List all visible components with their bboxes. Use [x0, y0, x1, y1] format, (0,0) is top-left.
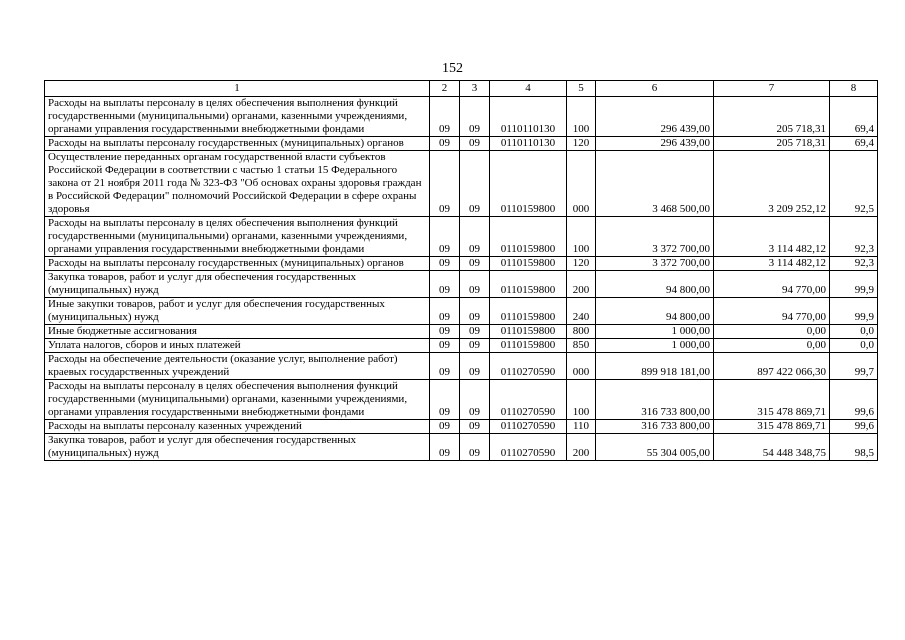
table-row — [45, 339, 878, 353]
planned-amount: 3 468 500,00 — [596, 151, 714, 217]
expense-type-code: 110 — [567, 420, 596, 434]
table-row — [45, 271, 878, 298]
actual-amount: 94 770,00 — [714, 298, 830, 325]
expense-name: Расходы на выплаты персоналу государственных (муниципальных) органов — [45, 137, 430, 151]
execution-percent: 99,9 — [830, 271, 878, 298]
planned-amount: 1 000,00 — [596, 325, 714, 339]
actual-amount: 3 114 482,12 — [714, 217, 830, 257]
table-row — [45, 325, 878, 339]
execution-percent: 99,7 — [830, 353, 878, 380]
table-row — [45, 420, 878, 434]
execution-percent: 99,9 — [830, 298, 878, 325]
section-code: 09 — [430, 257, 460, 271]
table-row — [45, 298, 878, 325]
execution-percent: 0,0 — [830, 325, 878, 339]
expense-type-code: 100 — [567, 217, 596, 257]
subsection-code: 09 — [460, 257, 490, 271]
table-row — [45, 217, 878, 257]
subsection-code: 09 — [460, 325, 490, 339]
expense-name: Уплата налогов, сборов и иных платежей — [45, 339, 430, 353]
execution-percent: 98,5 — [830, 434, 878, 461]
section-code: 09 — [430, 137, 460, 151]
expense-name: Иные закупки товаров, работ и услуг для обеспечения государственных (муниципальных) нужд — [45, 298, 430, 325]
execution-percent: 0,0 — [830, 339, 878, 353]
actual-amount: 315 478 869,71 — [714, 420, 830, 434]
target-article-code: 0110270590 — [490, 434, 567, 461]
planned-amount: 1 000,00 — [596, 339, 714, 353]
planned-amount: 3 372 700,00 — [596, 257, 714, 271]
execution-percent: 69,4 — [830, 97, 878, 137]
actual-amount: 315 478 869,71 — [714, 380, 830, 420]
expense-name: Расходы на выплаты персоналу в целях обеспечения выполнения функций государственными (муниципальными) органами, казенными учреждениями, органами управления государственными внебюджетными фондами — [45, 217, 430, 257]
actual-amount: 205 718,31 — [714, 97, 830, 137]
expense-type-code: 240 — [567, 298, 596, 325]
table-row — [45, 97, 878, 137]
table-row — [45, 257, 878, 271]
actual-amount: 94 770,00 — [714, 271, 830, 298]
table-header-row — [45, 81, 878, 97]
planned-amount: 3 372 700,00 — [596, 217, 714, 257]
target-article-code: 0110110130 — [490, 137, 567, 151]
section-code: 09 — [430, 151, 460, 217]
table-row — [45, 380, 878, 420]
actual-amount: 0,00 — [714, 339, 830, 353]
subsection-code: 09 — [460, 298, 490, 325]
target-article-code: 0110159800 — [490, 298, 567, 325]
section-code: 09 — [430, 434, 460, 461]
planned-amount: 94 800,00 — [596, 298, 714, 325]
section-code: 09 — [430, 339, 460, 353]
actual-amount: 205 718,31 — [714, 137, 830, 151]
target-article-code: 0110270590 — [490, 380, 567, 420]
section-code: 09 — [430, 380, 460, 420]
table-row — [45, 353, 878, 380]
planned-amount: 296 439,00 — [596, 137, 714, 151]
subsection-code: 09 — [460, 271, 490, 298]
expense-name: Расходы на выплаты персоналу в целях обеспечения выполнения функций государственными (муниципальными) органами, казенными учреждениями, органами управления государственными внебюджетными фондами — [45, 97, 430, 137]
planned-amount: 296 439,00 — [596, 97, 714, 137]
actual-amount: 0,00 — [714, 325, 830, 339]
subsection-code: 09 — [460, 434, 490, 461]
subsection-code: 09 — [460, 137, 490, 151]
execution-percent: 99,6 — [830, 420, 878, 434]
column-header: 8 — [830, 81, 878, 97]
expense-name: Расходы на обеспечение деятельности (оказание услуг, выполнение работ) краевых государственных учреждений — [45, 353, 430, 380]
expense-name: Расходы на выплаты персоналу в целях обеспечения выполнения функций государственными (муниципальными) органами, казенными учреждениями, органами управления государственными внебюджетными фондами — [45, 380, 430, 420]
subsection-code: 09 — [460, 420, 490, 434]
table-row — [45, 434, 878, 461]
section-code: 09 — [430, 298, 460, 325]
target-article-code: 0110159800 — [490, 257, 567, 271]
expense-type-code: 200 — [567, 434, 596, 461]
section-code: 09 — [430, 217, 460, 257]
actual-amount: 897 422 066,30 — [714, 353, 830, 380]
table-row — [45, 151, 878, 217]
section-code: 09 — [430, 325, 460, 339]
section-code: 09 — [430, 271, 460, 298]
column-header: 3 — [460, 81, 490, 97]
target-article-code: 0110159800 — [490, 325, 567, 339]
execution-percent: 92,3 — [830, 217, 878, 257]
target-article-code: 0110110130 — [490, 97, 567, 137]
expense-name: Осуществление переданных органам государственной власти субъектов Российской Федерации в соответствии с частью 1 статьи 15 Федерального закона от 21 ноября 2011 года № 323-ФЗ "Об основах охраны здоровья граждан в Российской Федерации" полномочий Российской Федерации в сфере охраны здоровья — [45, 151, 430, 217]
column-header: 7 — [714, 81, 830, 97]
target-article-code: 0110159800 — [490, 151, 567, 217]
execution-percent: 69,4 — [830, 137, 878, 151]
expense-type-code: 200 — [567, 271, 596, 298]
budget-table — [44, 80, 878, 461]
column-header: 5 — [567, 81, 596, 97]
expense-name: Иные бюджетные ассигнования — [45, 325, 430, 339]
target-article-code: 0110270590 — [490, 353, 567, 380]
expense-type-code: 850 — [567, 339, 596, 353]
subsection-code: 09 — [460, 339, 490, 353]
expense-name: Закупка товаров, работ и услуг для обеспечения государственных (муниципальных) нужд — [45, 434, 430, 461]
expense-type-code: 100 — [567, 380, 596, 420]
subsection-code: 09 — [460, 151, 490, 217]
target-article-code: 0110270590 — [490, 420, 567, 434]
expense-type-code: 120 — [567, 137, 596, 151]
target-article-code: 0110159800 — [490, 339, 567, 353]
planned-amount: 316 733 800,00 — [596, 420, 714, 434]
planned-amount: 94 800,00 — [596, 271, 714, 298]
expense-name: Расходы на выплаты персоналу государственных (муниципальных) органов — [45, 257, 430, 271]
execution-percent: 99,6 — [830, 380, 878, 420]
target-article-code: 0110159800 — [490, 271, 567, 298]
target-article-code: 0110159800 — [490, 217, 567, 257]
planned-amount: 316 733 800,00 — [596, 380, 714, 420]
column-header: 6 — [596, 81, 714, 97]
expense-type-code: 120 — [567, 257, 596, 271]
expense-name: Расходы на выплаты персоналу казенных учреждений — [45, 420, 430, 434]
subsection-code: 09 — [460, 380, 490, 420]
section-code: 09 — [430, 353, 460, 380]
actual-amount: 3 114 482,12 — [714, 257, 830, 271]
subsection-code: 09 — [460, 217, 490, 257]
execution-percent: 92,3 — [830, 257, 878, 271]
actual-amount: 3 209 252,12 — [714, 151, 830, 217]
column-header: 2 — [430, 81, 460, 97]
expense-name: Закупка товаров, работ и услуг для обеспечения государственных (муниципальных) нужд — [45, 271, 430, 298]
expense-type-code: 800 — [567, 325, 596, 339]
column-header: 4 — [490, 81, 567, 97]
table-row — [45, 137, 878, 151]
section-code: 09 — [430, 420, 460, 434]
subsection-code: 09 — [460, 353, 490, 380]
page-number: 152 — [442, 61, 463, 76]
expense-type-code: 000 — [567, 353, 596, 380]
planned-amount: 899 918 181,00 — [596, 353, 714, 380]
expense-type-code: 100 — [567, 97, 596, 137]
execution-percent: 92,5 — [830, 151, 878, 217]
expense-type-code: 000 — [567, 151, 596, 217]
column-header: 1 — [45, 81, 430, 97]
section-code: 09 — [430, 97, 460, 137]
actual-amount: 54 448 348,75 — [714, 434, 830, 461]
planned-amount: 55 304 005,00 — [596, 434, 714, 461]
subsection-code: 09 — [460, 97, 490, 137]
